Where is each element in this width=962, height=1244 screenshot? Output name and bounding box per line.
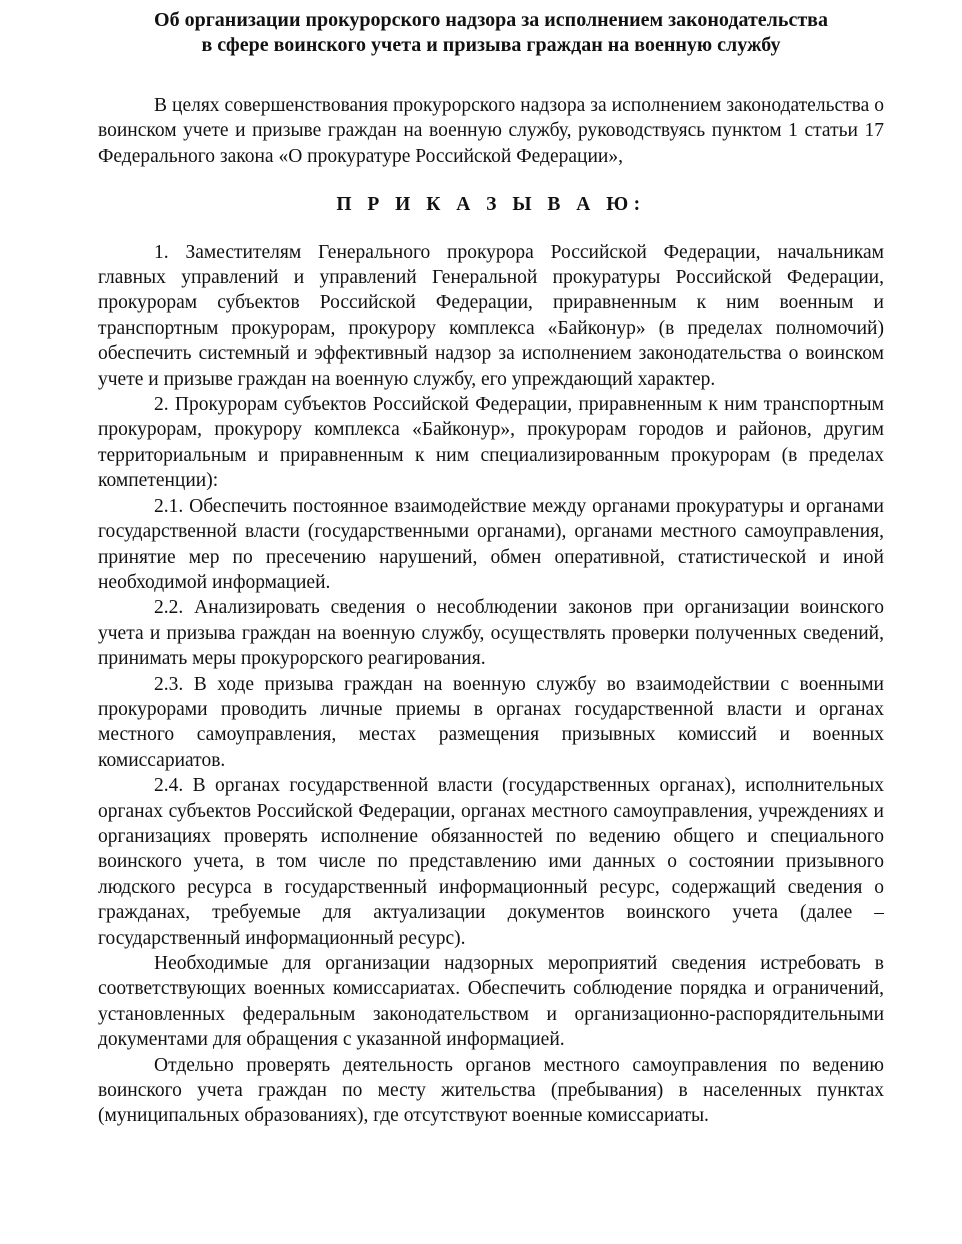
separate-check-paragraph: Отдельно проверять деятельность органов местного самоуправления по ведению воинского учета граждан по месту жительства (пребывания) в населенных пунктах (муниципальных образованиях), где отсутствуют военные комиссариаты.: [98, 1054, 884, 1127]
item-2-paragraph: 2. Прокурорам субъектов Российской Федерации, приравненным к ним транспортным прокурорам, прокурору комплекса «Байконур», прокурорам городов и районов, другим территориальным и приравненным к ним специализированным прокурорам (в пределах компетенции):: [98, 394, 884, 492]
page-bottom-fade: [0, 1228, 962, 1244]
item-2-4-paragraph: 2.4. В органах государственной власти (государственных органах), исполнительных органах субъектов Российской Федерации, органах местного самоуправления, учреждениях и организациях проверять исполнение обязанностей по ведению общего и специального воинского учета, в том числе по представлению ими данных о состоянии призывного людского ресурса в государственный информационный ресурс, содержащий сведения о гражданах, требуемые для актуализации документов воинского учета (далее – государственный информационный ресурс).: [98, 775, 884, 949]
required-info-paragraph: Необходимые для организации надзорных мероприятий сведения истребовать в соответствующих военных комиссариатах. Обеспечить соблюдение порядка и ограничений, установленных федеральным законодательством и организационно-распорядительными документами для обращения с указанной информацией.: [98, 953, 884, 1051]
item-2-2-paragraph: 2.2. Анализировать сведения о несоблюдении законов при организации воинского учета и призыва граждан на военную службу, осуществлять проверки полученных сведений, принимать меры прокурорского реагирования.: [98, 597, 884, 670]
item-2-3-paragraph: 2.3. В ходе призыва граждан на военную службу во взаимодействии с военными прокурорами проводить личные приемы в органах государственной власти и органах местного самоуправления, местах размещения призывных комиссий и военных комиссариатов.: [98, 673, 884, 771]
preamble-paragraph: В целях совершенствования прокурорского надзора за исполнением законодательства о воинском учете и призыве граждан на военную службу, руководствуясь пунктом 1 статьи 17 Федерального закона «О прокуратуре Российской Федерации»,: [98, 95, 884, 167]
title-line-2: в сфере воинского учета и призыва граждан на военную службу: [201, 34, 781, 56]
item-1-paragraph: 1. Заместителям Генерального прокурора Российской Федерации, начальникам главных управлений и управлений Генеральной прокуратуры Российской Федерации, прокурорам субъектов Российской Федерации, приравненным к ним военным и транспортным прокурорам, прокурору комплекса «Байконур» (в пределах полномочий) обеспечить системный и эффективный надзор за исполнением законодательства о воинском учете и призыве граждан на военную службу, его упреждающий характер.: [98, 241, 884, 390]
document-title: [98, 8, 884, 58]
item-2-1-paragraph: 2.1. Обеспечить постоянное взаимодействие между органами прокуратуры и органами государственной власти (государственными органами), органами местного самоуправления, принятие мер по пресечению нарушений, обмен оперативной, статистической и иной необходимой информацией.: [98, 495, 884, 593]
title-line-1: Об организации прокурорского надзора за исполнением законодательства: [154, 9, 828, 31]
decree-heading: П Р И К А З Ы В А Ю:: [336, 194, 646, 216]
